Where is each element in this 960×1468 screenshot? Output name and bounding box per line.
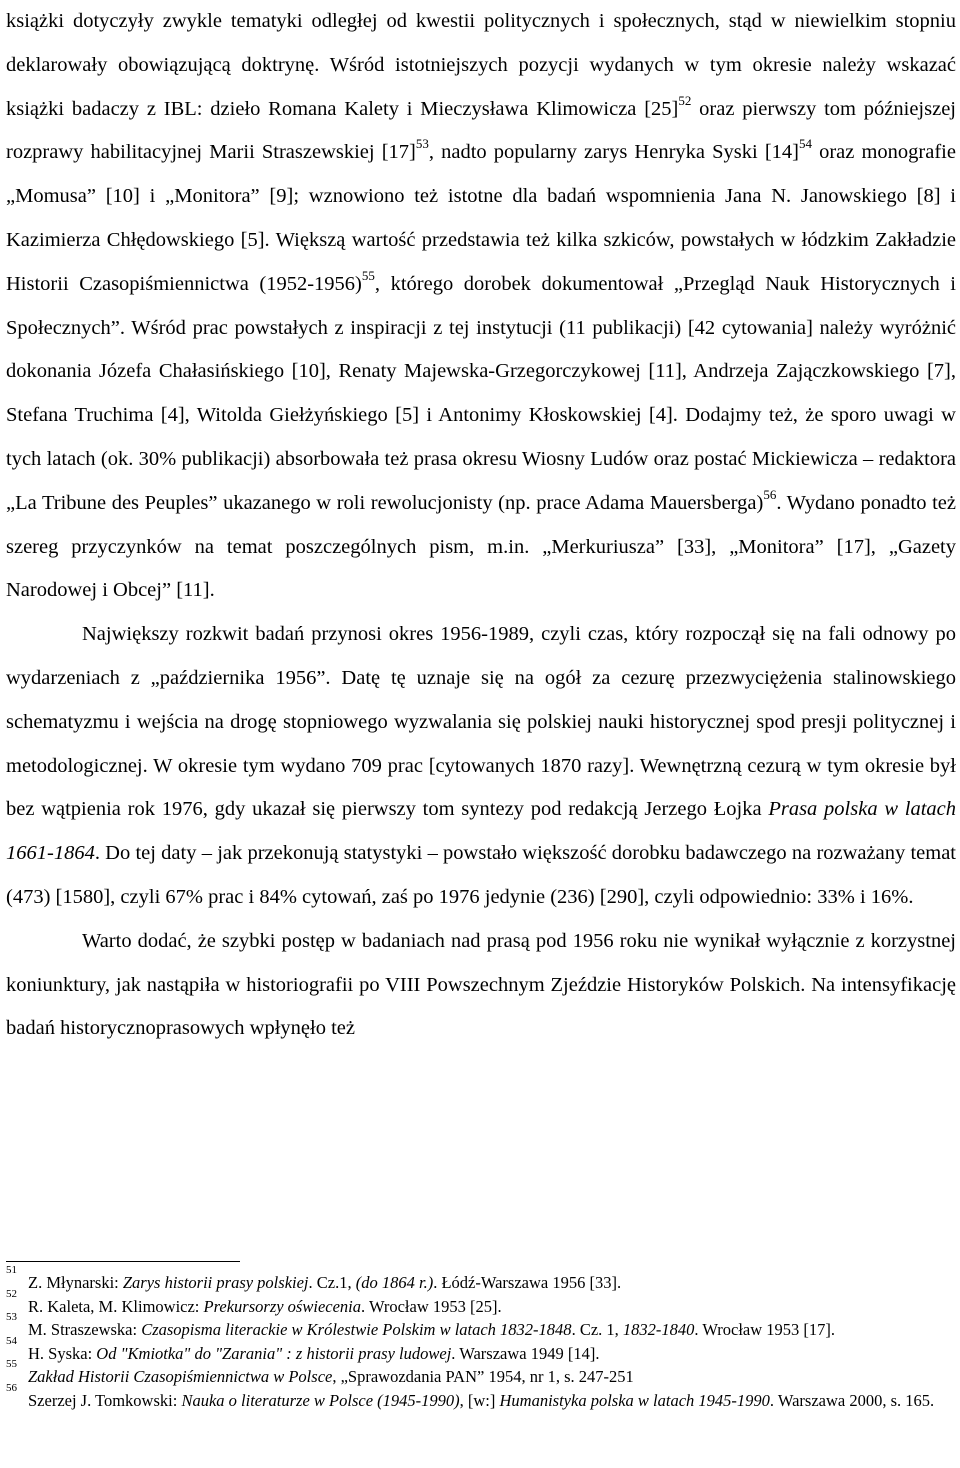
text-run: , którego dorobek dokumentował „Przegląd Nauk Historycznych i Społecznych”. Wśród prac powstałych z inspiracji z tej instytucji (11 publikacji) [42 cytowania] należy wyróżnić dokonania Józefa Chałasińskiego [10], Renaty Majewska-Grzegorczykowej [11], Andrzeja Zajączkowskiego [7], Stefana Truchima [4], Witolda Giełżyńskiego [5] i Antonimy Kłoskowskiej [4]. Dodajmy też, że sporo uwagi w tych latach (ok. 30% publikacji) absorbowała też prasa okresu Wiosny Ludów oraz postać Mickiewicza – redaktora „La Tribune des Peuples” ukazanego w roli rewolucjonisty (np. prace Adama Mauersberga) bbox=[6, 272, 956, 514]
text-run: oraz monografie „Momusa” [10] i „Monitora” [9]; wznowiono też istotne dla badań wspomnienia Jana N. Janowskiego [8] i Kazimierza Chłędowskiego [5]. Większą wartość przedstawia też kilka szkiców, powstałych w łódzkim Zakładzie Historii Czasopiśmiennictwa (1952-1956) bbox=[6, 141, 956, 295]
text-run: . Wrocław 1953 [17]. bbox=[694, 1320, 836, 1339]
footnote-ref: 53 bbox=[415, 136, 429, 152]
footnote-number: 53 bbox=[6, 1311, 17, 1323]
footnote-ref: 55 bbox=[361, 267, 375, 283]
italic-title: Zarys historii prasy polskiej bbox=[122, 1273, 309, 1292]
text-run: . Warszawa 2000, s. 165. bbox=[769, 1390, 935, 1410]
italic-title: Prasa polska w latach 1661-1864 bbox=[6, 798, 956, 865]
footnote-ref: 56 bbox=[763, 486, 777, 502]
footnote-53 bbox=[6, 1311, 956, 1342]
footnote-55 bbox=[6, 1358, 956, 1389]
text-run: . Łódź-Warszawa 1956 [33]. bbox=[433, 1273, 622, 1292]
paragraph-3 bbox=[6, 920, 956, 1051]
footnote-number: 51 bbox=[6, 1264, 17, 1276]
italic-title: Nauka o literaturze w Polsce (1945-1990) bbox=[181, 1390, 460, 1410]
text-run: . Wydano ponadto też szereg przyczynków na temat poszczególnych pism, m.in. „Merkuriusza” [33], „Monitora” [17], „Gazety Narodowej i Obcej” [11]. bbox=[6, 491, 956, 602]
italic-title: Od "Kmiotka" do "Zarania" : z historii prasy ludowej bbox=[96, 1343, 452, 1363]
footnote-separator bbox=[6, 1261, 240, 1262]
paragraph-2 bbox=[6, 613, 956, 920]
italic-title: Prekursorzy oświecenia bbox=[203, 1296, 361, 1316]
text-run: , nadto popularny zarys Henryka Syski [14] bbox=[428, 141, 799, 164]
text-run: . Do tej daty – jak przekonują statystyki – powstało większość dorobku badawczego na rozważany temat (473) [1580], czyli 67% prac i 84% cytowań, zaś po 1976 jedynie (236) [290], czyli odpowiednio: 33% i 16%. bbox=[6, 842, 956, 908]
footnote-number: 56 bbox=[6, 1381, 17, 1394]
italic-title: Czasopisma literackie w Królestwie Polskim w latach 1832-1848 bbox=[141, 1320, 572, 1339]
text-run: . Cz. 1, bbox=[571, 1320, 623, 1339]
footnote-ref: 54 bbox=[798, 136, 812, 152]
footnote-54 bbox=[6, 1334, 956, 1366]
text-run: M. Straszewska: bbox=[28, 1320, 142, 1339]
text-run: Z. Młynarski: bbox=[28, 1273, 123, 1292]
footnote-number: 54 bbox=[6, 1334, 17, 1347]
text-run: . Cz.1, bbox=[308, 1273, 356, 1292]
italic-title: (do 1864 r.) bbox=[355, 1273, 434, 1292]
body-text bbox=[6, 0, 956, 1051]
text-run: Największy rozkwit badań przynosi okres 1956-1989, czyli czas, który rozpoczął się na fali odnowy po wydarzeniach z „października 1956”. Datę tę uznaje się na ogół za cezurę przezwyciężenia stalinowskiego schematyzmu i wejścia na drogę stopniowego wyzwalania się polskiej nauki historycznej spod presji politycznej i metodologicznej. W okresie tym wydano 709 prac [cytowanych 1870 razy]. Wewnętrzną cezurą w tym okresie był bez wątpienia rok 1976, gdy ukazał się pierwszy tom syntezy pod redakcją Jerzego Łojka bbox=[6, 623, 956, 821]
text-run: , [w:] bbox=[459, 1390, 500, 1410]
text-run: Warto dodać, że szybki postęp w badaniach nad prasą pod 1956 roku nie wynikał wyłącznie z korzystnej koniunktury, jak nastąpiła w historiografii po VIII Powszechnym Zjeździe Historyków Polskich. Na intensyfikację badań historycznoprasowych wpłynęło też bbox=[6, 929, 956, 1040]
footnotes bbox=[6, 1264, 956, 1412]
italic-title: Humanistyka polska w latach 1945-1990 bbox=[499, 1390, 770, 1410]
footnote-51 bbox=[6, 1264, 956, 1295]
italic-title: Zakład Historii Czasopiśmiennictwa w Polsce bbox=[28, 1367, 333, 1386]
italic-title: 1832-1840 bbox=[622, 1320, 695, 1339]
text-run: , „Sprawozdania PAN” 1954, nr 1, s. 247-251 bbox=[332, 1367, 634, 1386]
footnote-ref: 52 bbox=[678, 92, 692, 108]
footnote-56 bbox=[6, 1381, 956, 1413]
text-run: Szerzej J. Tomkowski: bbox=[28, 1390, 182, 1410]
text-run: . Warszawa 1949 [14]. bbox=[451, 1343, 600, 1363]
text-run: oraz pierwszy tom późniejszej rozprawy habilitacyjnej Marii Straszewskiej [17] bbox=[6, 97, 956, 164]
paragraph-1 bbox=[6, 0, 956, 613]
text-run: H. Syska: bbox=[28, 1343, 97, 1363]
text-run: książki dotyczyły zwykle tematyki odległej od kwestii politycznych i społecznych, stąd w niewielkim stopniu deklarowały obowiązującą doktrynę. Wśród istotniejszych pozycji wydanych w tym okresie należy wskazać książki badaczy z IBL: dzieło Romana Kalety i Mieczysława Klimowicza [25] bbox=[6, 10, 956, 120]
footnote-number: 52 bbox=[6, 1287, 17, 1300]
text-run: R. Kaleta, M. Klimowicz: bbox=[28, 1296, 204, 1316]
footnote-52 bbox=[6, 1287, 956, 1319]
footnote-number: 55 bbox=[6, 1358, 17, 1370]
text-run: . Wrocław 1953 [25]. bbox=[361, 1296, 502, 1316]
